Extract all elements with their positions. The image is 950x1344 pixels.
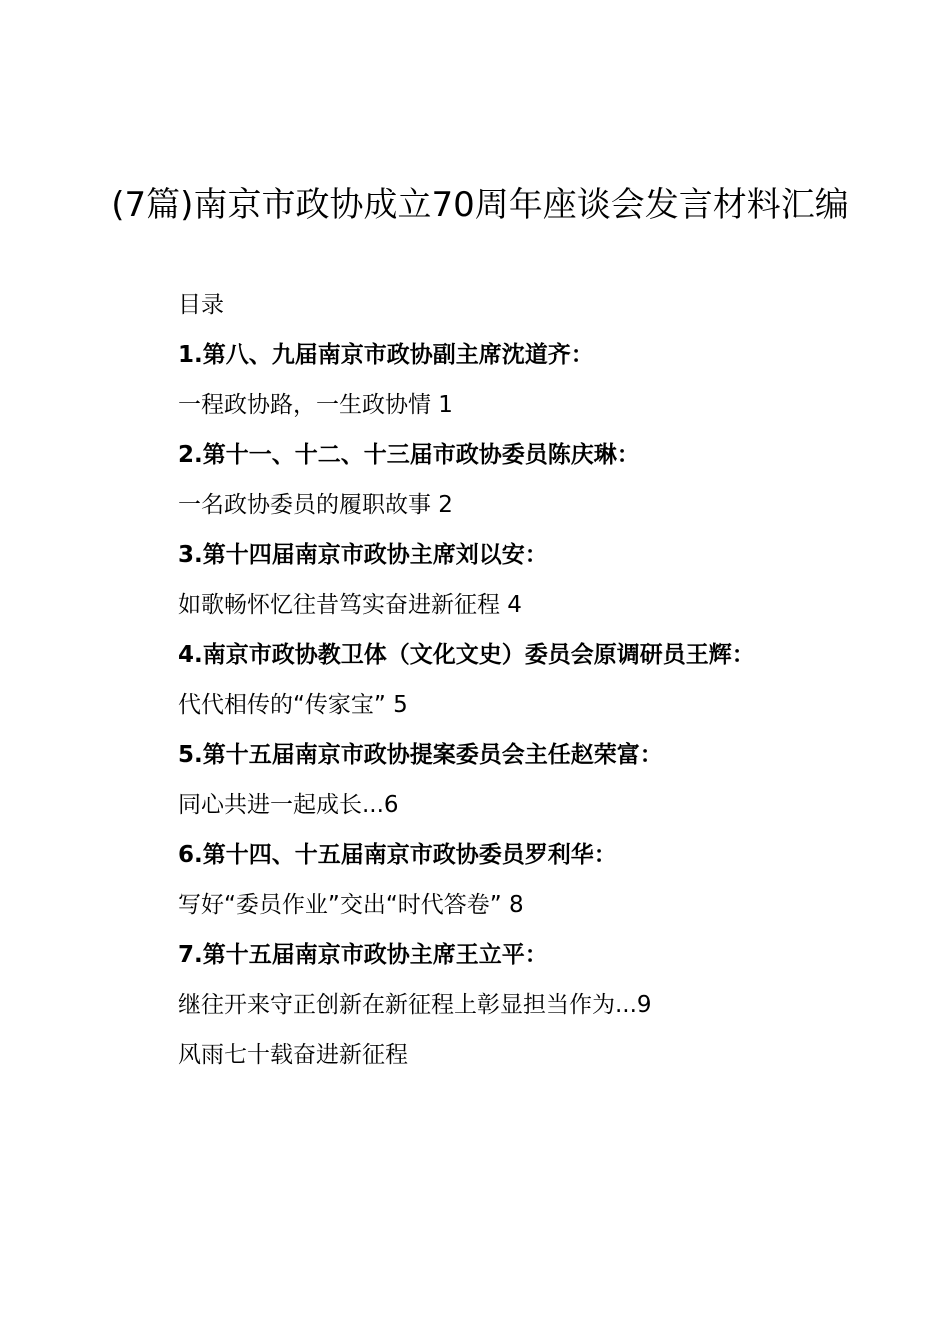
toc-entry-heading: 6.第十四、十五届南京市政协委员罗利华： [178,842,617,868]
toc-entry-heading: 2.第十一、十二、十三届市政协委员陈庆琳： [178,442,640,468]
toc-trailing-line: 风雨七十载奋进新征程 [178,1042,408,1068]
toc-heading: 目录 [178,292,224,318]
document-title: (7篇)南京市政协成立70周年座谈会发言材料汇编 [111,185,849,225]
table-of-contents [178,285,878,1085]
toc-entry-heading: 3.第十四届南京市政协主席刘以安： [178,542,548,568]
toc-entry-heading: 5.第十五届南京市政协提案委员会主任赵荣富： [178,742,663,768]
toc-entry-item[interactable]: 同心共进一起成长...6 [178,792,399,818]
toc-entry-item[interactable]: 如歌畅怀忆往昔笃实奋进新征程 4 [178,592,522,618]
toc-entry-heading: 4.南京市政协教卫体（文化文史）委员会原调研员王辉： [178,642,755,668]
toc-entry-heading: 7.第十五届南京市政协主席王立平： [178,942,548,968]
toc-entry-item[interactable]: 写好“委员作业”交出“时代答卷” 8 [178,892,524,918]
toc-entry-item[interactable]: 代代相传的“传家宝” 5 [178,692,408,718]
toc-entry-item[interactable]: 一名政协委员的履职故事 2 [178,492,453,518]
toc-entry-item[interactable]: 继往开来守正创新在新征程上彰显担当作为...9 [178,992,652,1018]
toc-entry-heading: 1.第八、九届南京市政协副主席沈道齐： [178,342,594,368]
toc-entry-item[interactable]: 一程政协路，一生政协情 1 [178,392,453,418]
